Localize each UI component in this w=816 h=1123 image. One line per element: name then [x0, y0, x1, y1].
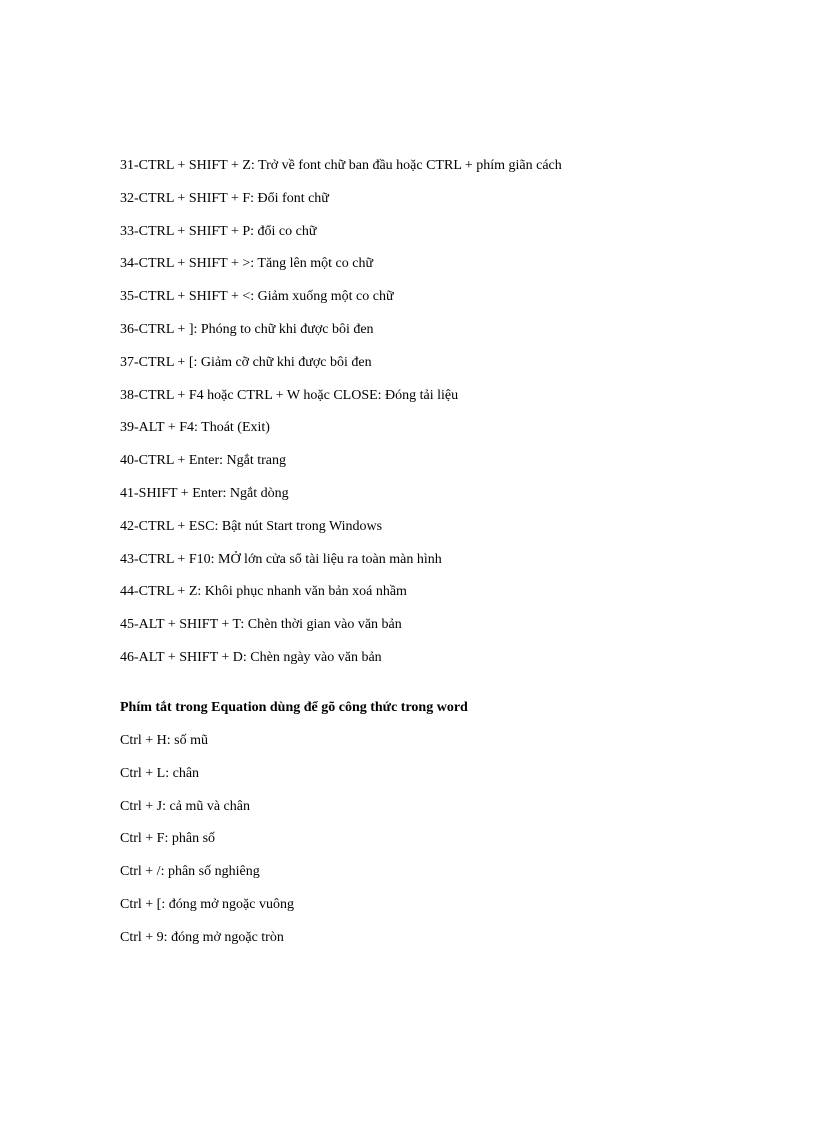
- list-item: 32-CTRL + SHIFT + F: Đổi font chữ: [120, 190, 329, 206]
- list-item: Ctrl + [: đóng mở ngoặc vuông: [120, 896, 294, 912]
- list-item: 44-CTRL + Z: Khôi phục nhanh văn bản xoá nhầm: [120, 584, 407, 600]
- list-item: 39-ALT + F4: Thoát (Exit): [120, 420, 270, 436]
- list-item: Ctrl + 9: đóng mở ngoặc tròn: [120, 929, 284, 945]
- list-item: Ctrl + F: phân số: [120, 831, 216, 847]
- list-item: 40-CTRL + Enter: Ngắt trang: [120, 453, 287, 469]
- list-item: 33-CTRL + SHIFT + P: đổi co chữ: [120, 223, 317, 239]
- list-item: 34-CTRL + SHIFT + >: Tăng lên một co chữ: [120, 256, 374, 272]
- section-heading: Phím tắt trong Equation dùng để gõ công thức trong word: [120, 700, 468, 715]
- list-item: Ctrl + H: số mũ: [120, 733, 209, 748]
- list-item: 31-CTRL + SHIFT + Z: Trở về font chữ ban đầu hoặc CTRL + phím giãn cách: [120, 158, 562, 173]
- list-item: Ctrl + L: chân: [120, 765, 200, 781]
- list-item: 42-CTRL + ESC: Bật nút Start trong Windows: [120, 518, 383, 534]
- equation-shortcut-list: [120, 732, 294, 962]
- list-item: 43-CTRL + F10: MỞ lớn cửa sổ tài liệu ra toàn màn hình: [120, 551, 442, 567]
- list-item: 36-CTRL + ]: Phóng to chữ khi được bôi đen: [120, 321, 374, 337]
- list-item: 46-ALT + SHIFT + D: Chèn ngày vào văn bản: [120, 649, 382, 665]
- list-item: 35-CTRL + SHIFT + <: Giảm xuống một co chữ: [120, 289, 394, 305]
- list-item: 41-SHIFT + Enter: Ngắt dòng: [120, 485, 289, 501]
- list-item: 38-CTRL + F4 hoặc CTRL + W hoặc CLOSE: Đóng tải liệu: [120, 387, 459, 403]
- list-item: 37-CTRL + [: Giảm cỡ chữ khi được bôi đen: [120, 354, 372, 370]
- list-item: Ctrl + J: cả mũ và chân: [120, 798, 250, 814]
- shortcut-list: [120, 157, 562, 682]
- list-item: Ctrl + /: phân số nghiêng: [120, 864, 260, 880]
- list-item: 45-ALT + SHIFT + T: Chèn thời gian vào văn bản: [120, 617, 402, 633]
